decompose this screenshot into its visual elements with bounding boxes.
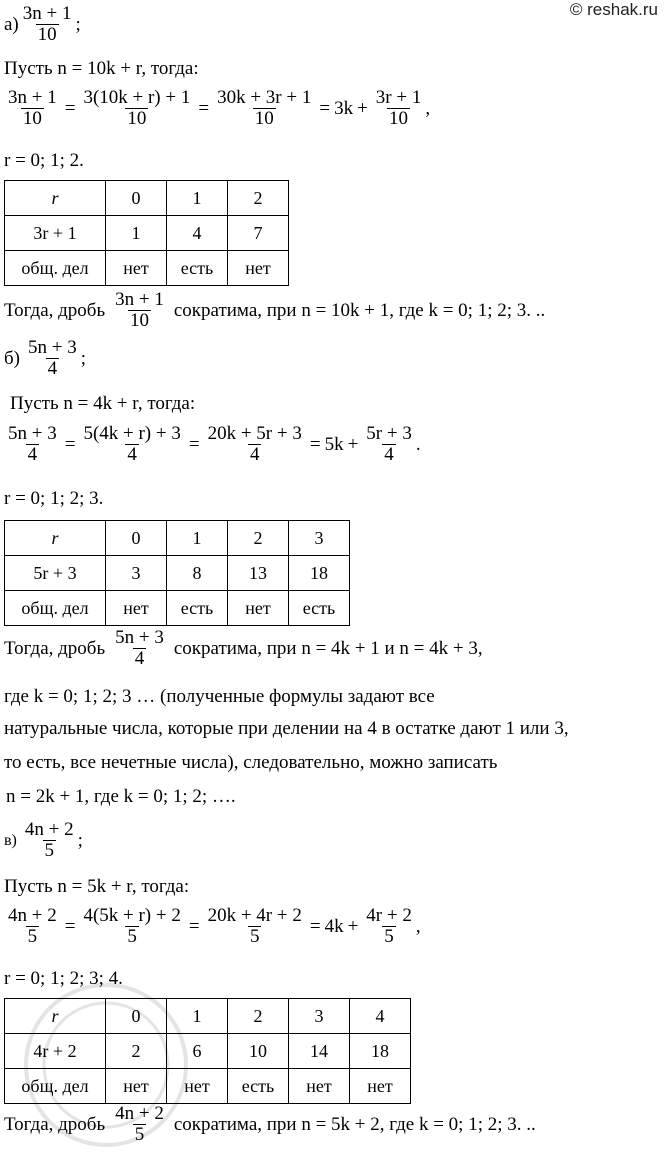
section-a-heading: а) $\frac{3n + 1}{10}$ ;: [4, 3, 81, 45]
equation: $\frac{5n + 3}{4}$ = $\frac{5(4k + r) + 3}{4}$ = $\frac{20k + 5r + 3}{4}$ = 5k + $\frac{5r + 3}{4}$ .: [8, 423, 421, 465]
conclusion: Тогда, дробь $\frac{3n + 1}{10}$ сократима, при n = 10k + 1, где k = 0; 1; 2; 3. ..: [4, 289, 546, 331]
explanation-line: натуральные числа, которые при делении на 4 в остатке дают 1 или 3,: [4, 718, 569, 739]
watermark: © reshak.ru: [569, 0, 658, 19]
table-row: 3r + 1 1 4 7: [5, 216, 289, 251]
section-label: в): [4, 831, 17, 849]
r-values: r = 0; 1; 2; 3; 4.: [4, 968, 123, 989]
table-row: r 0 1 2 3: [5, 521, 350, 556]
r-values: r = 0; 1; 2; 3.: [4, 488, 104, 509]
explanation-line: где k = 0; 1; 2; 3 … (полученные формулы задают все: [4, 686, 435, 707]
let-statement: Пусть n = 10k + r, тогда:: [4, 58, 199, 79]
table-b: [4, 520, 350, 626]
section-label: б): [4, 347, 20, 369]
conclusion: Тогда, дробь $\frac{5n + 3}{4}$ сократима, при n = 4k + 1 и n = 4k + 3,: [4, 627, 483, 669]
let-statement: Пусть n = 4k + r, тогда:: [10, 393, 196, 414]
explanation-line: n = 2k + 1, где k = 0; 1; 2; ….: [6, 786, 236, 807]
table-row: общ. дел нет есть нет: [5, 251, 289, 286]
section-label: а): [4, 13, 19, 35]
equation: $\frac{4n + 2}{5}$ = $\frac{4(5k + r) + 2}{5}$ = $\frac{20k + 4r + 2}{5}$ = 4k + $\frac{4r + 2}{5}$ ,: [8, 905, 421, 947]
conclusion: Тогда, дробь $\frac{4n + 2}{5}$ сократима, при n = 5k + 2, где k = 0; 1; 2; 3. ..: [4, 1103, 536, 1145]
table-c: [4, 998, 411, 1104]
fraction: $\frac{3n + 1}{10}$: [22, 3, 72, 45]
section-b-heading: б) $\frac{5n + 3}{4}$ ;: [4, 337, 86, 379]
table-row: 4r + 2 2 6 10 14 18: [5, 1034, 411, 1069]
equation: $\frac{3n + 1}{10}$ = $\frac{3(10k + r) + 1}{10}$ = $\frac{30k + 3r + 1}{10}$ = 3k + $\frac{3r + 1}{10}$ ,: [8, 87, 431, 129]
let-statement: Пусть n = 5k + r, тогда:: [4, 876, 190, 897]
section-c-heading: в) $\frac{4n + 2}{5}$ ;: [4, 819, 83, 861]
table-row: общ. дел нет нет есть нет нет: [5, 1069, 411, 1104]
explanation-line: то есть, все нечетные числа), следовательно, можно записать: [4, 752, 498, 773]
r-values: r = 0; 1; 2.: [4, 150, 84, 171]
table-row: общ. дел нет есть нет есть: [5, 591, 350, 626]
table-row: r 0 1 2 3 4: [5, 999, 411, 1034]
table-a: [4, 180, 289, 286]
table-row: 5r + 3 3 8 13 18: [5, 556, 350, 591]
table-row: r 0 1 2: [5, 181, 289, 216]
